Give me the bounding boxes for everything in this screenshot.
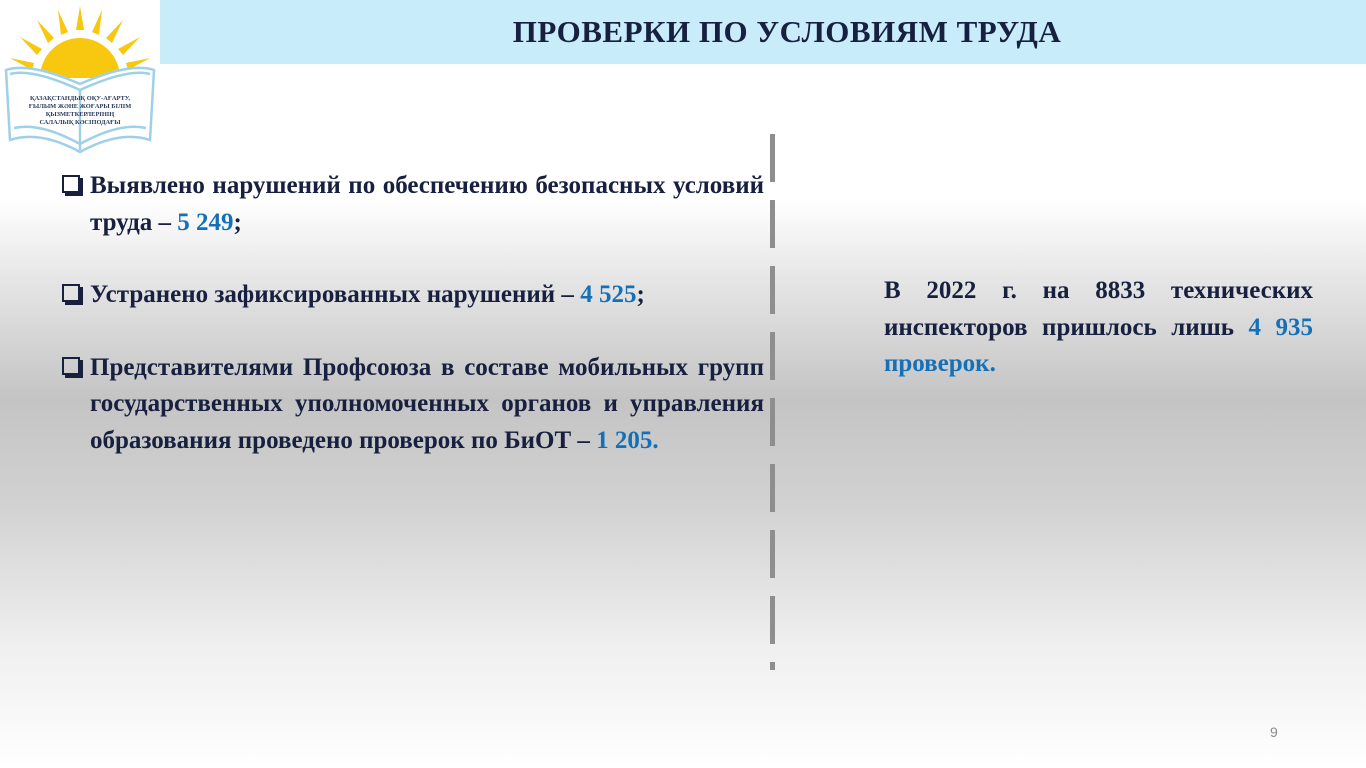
bullet-item-inspections xyxy=(60,350,764,460)
slide-title: ПРОВЕРКИ ПО УСЛОВИЯМ ТРУДА xyxy=(512,14,1062,49)
note-value: 4 935 проверок. xyxy=(884,313,1313,377)
sun-icon xyxy=(40,38,120,78)
union-logo xyxy=(0,0,160,160)
inspection-note xyxy=(884,273,1313,383)
bullet-value: 1 205 xyxy=(596,426,653,454)
checkbox-bullet-icon xyxy=(62,357,80,375)
bullet-value: 5 249 xyxy=(177,208,234,236)
dashed-divider xyxy=(768,134,777,670)
title-bar xyxy=(160,0,1366,64)
bullet-text: Представителями Профсоюза в составе мобильных групп государственных уполномоченных органов и управления образования проведено проверок по БиОТ – xyxy=(90,353,764,454)
bullet-item-violations xyxy=(60,168,764,241)
bullet-tail: ; xyxy=(233,208,242,236)
bullet-item-resolved xyxy=(60,277,764,314)
checkbox-bullet-icon xyxy=(62,284,80,302)
checkbox-bullet-icon xyxy=(62,175,80,193)
bullet-tail: . xyxy=(652,426,659,454)
logo-text-1: ҚАЗАҚСТАНДЫҚ ОҚУ-АҒАРТУ, xyxy=(30,95,130,102)
note-text: В 2022 г. на 8833 технических инспекторов пришлось лишь xyxy=(884,277,1313,341)
bullet-text: Устранено зафиксированных нарушений – xyxy=(90,281,581,308)
bullet-text: Выявлено нарушений по обеспечению безопасных условий труда – xyxy=(90,172,764,236)
logo-text-3: ҚЫЗМЕТКЕРЛЕРІНІҢ xyxy=(45,111,115,118)
bullet-value: 4 525 xyxy=(580,281,637,308)
bullet-list xyxy=(60,168,764,495)
logo-text-4: САЛАЛЫҚ КӘСІПОДАҒЫ xyxy=(39,119,121,126)
page-number: 9 xyxy=(1270,724,1278,740)
bullet-tail: ; xyxy=(636,281,645,308)
logo-text-2: ҒЫЛЫМ ЖӘНЕ ЖОҒАРЫ БІЛІМ xyxy=(28,103,132,110)
